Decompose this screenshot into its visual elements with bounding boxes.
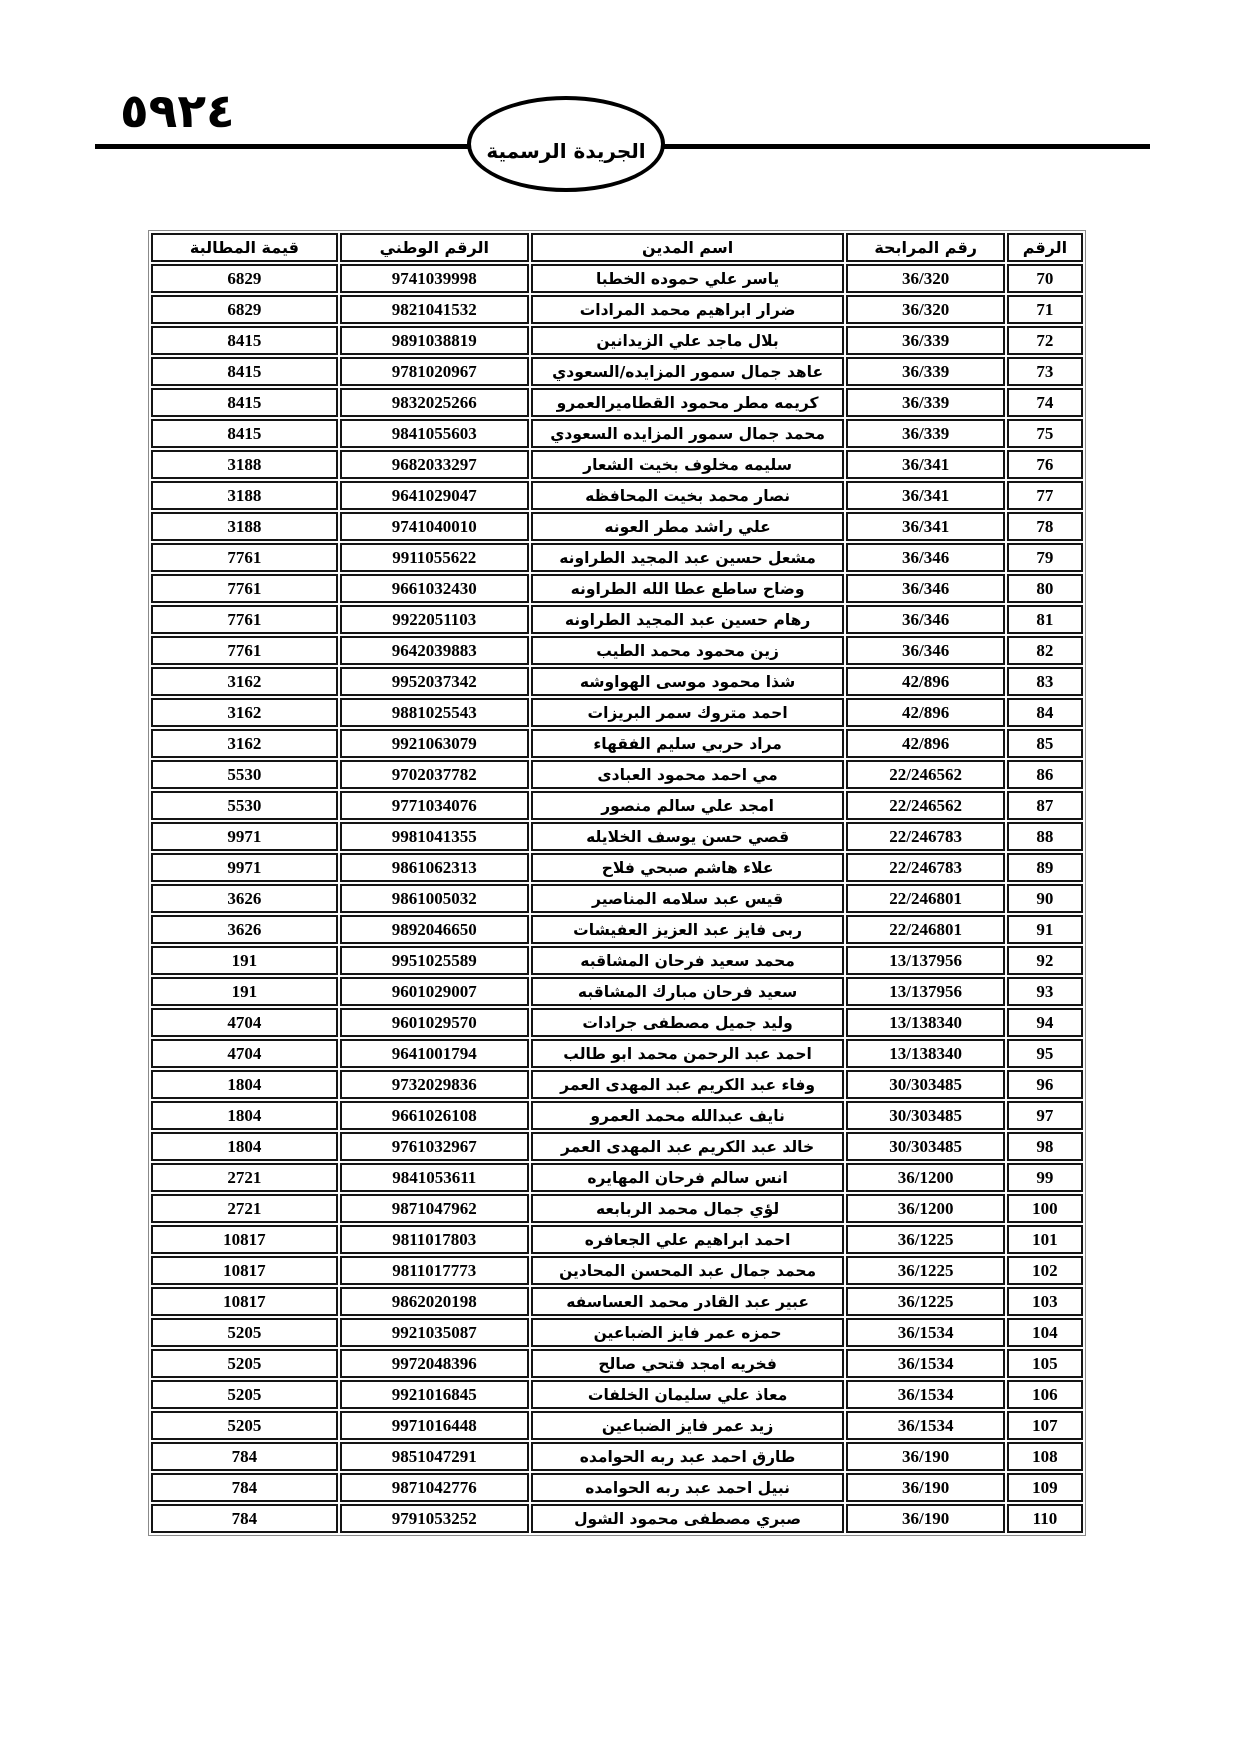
cell-debtor-name: مشعل حسين عبد المجيد الطراونه (531, 543, 845, 572)
cell-national-id: 9832025266 (340, 388, 529, 417)
cell-index: 90 (1007, 884, 1083, 913)
cell-national-id: 9702037782 (340, 760, 529, 789)
cell-national-id: 9781020967 (340, 357, 529, 386)
cell-claim-value: 5205 (151, 1411, 338, 1440)
cell-index: 99 (1007, 1163, 1083, 1192)
cell-national-id: 9921063079 (340, 729, 529, 758)
table-row (151, 388, 1083, 417)
cell-claim-value: 3162 (151, 698, 338, 727)
cell-index: 79 (1007, 543, 1083, 572)
cell-murabaha: 13/138340 (846, 1039, 1004, 1068)
cell-claim-value: 3188 (151, 450, 338, 479)
cell-murabaha: 36/190 (846, 1473, 1004, 1502)
cell-claim-value: 7761 (151, 543, 338, 572)
cell-index: 110 (1007, 1504, 1083, 1533)
cell-debtor-name: زين محمود محمد الطيب (531, 636, 845, 665)
cell-murabaha: 36/339 (846, 357, 1004, 386)
cell-claim-value: 3626 (151, 884, 338, 913)
cell-index: 83 (1007, 667, 1083, 696)
cell-national-id: 9741039998 (340, 264, 529, 293)
column-header-murabaha: رقم المرابحة (846, 233, 1004, 262)
cell-debtor-name: بلال ماجد علي الزيدانين (531, 326, 845, 355)
cell-index: 96 (1007, 1070, 1083, 1099)
column-header-index: الرقم (1007, 233, 1083, 262)
cell-debtor-name: محمد جمال عبد المحسن المحادين (531, 1256, 845, 1285)
cell-claim-value: 8415 (151, 357, 338, 386)
table-row (151, 326, 1083, 355)
cell-index: 82 (1007, 636, 1083, 665)
table-row (151, 760, 1083, 789)
cell-index: 75 (1007, 419, 1083, 448)
cell-national-id: 9892046650 (340, 915, 529, 944)
table-row (151, 1411, 1083, 1440)
gazette-masthead-oval (467, 96, 665, 192)
cell-index: 77 (1007, 481, 1083, 510)
cell-index: 72 (1007, 326, 1083, 355)
cell-national-id: 9661026108 (340, 1101, 529, 1130)
column-header-national-id: الرقم الوطني (340, 233, 529, 262)
column-header-claim: قيمة المطالبة (151, 233, 338, 262)
cell-debtor-name: زيد عمر فايز الضباعين (531, 1411, 845, 1440)
cell-murabaha: 36/190 (846, 1442, 1004, 1471)
cell-claim-value: 8415 (151, 419, 338, 448)
table-row (151, 1256, 1083, 1285)
debtors-table-container (148, 230, 1086, 1536)
cell-murabaha: 30/303485 (846, 1132, 1004, 1161)
cell-claim-value: 1804 (151, 1101, 338, 1130)
cell-debtor-name: محمد سعيد فرحان المشاقبه (531, 946, 845, 975)
cell-national-id: 9871047962 (340, 1194, 529, 1223)
page-number: ٥٩٢٤ (120, 84, 235, 139)
cell-debtor-name: نصار محمد بخيت المحافظه (531, 481, 845, 510)
cell-national-id: 9791053252 (340, 1504, 529, 1533)
cell-debtor-name: عاهد جمال سمور المزايده/السعودي (531, 357, 845, 386)
cell-murabaha: 13/137956 (846, 977, 1004, 1006)
cell-index: 93 (1007, 977, 1083, 1006)
cell-claim-value: 191 (151, 977, 338, 1006)
cell-claim-value: 784 (151, 1442, 338, 1471)
table-header-row (151, 233, 1083, 262)
cell-national-id: 9851047291 (340, 1442, 529, 1471)
cell-murabaha: 22/246562 (846, 760, 1004, 789)
cell-claim-value: 5205 (151, 1349, 338, 1378)
cell-claim-value: 5205 (151, 1380, 338, 1409)
cell-murabaha: 36/339 (846, 326, 1004, 355)
table-row (151, 698, 1083, 727)
cell-index: 104 (1007, 1318, 1083, 1347)
cell-claim-value: 3188 (151, 481, 338, 510)
cell-claim-value: 10817 (151, 1225, 338, 1254)
cell-national-id: 9921035087 (340, 1318, 529, 1347)
cell-claim-value: 5205 (151, 1318, 338, 1347)
table-row (151, 946, 1083, 975)
table-row (151, 450, 1083, 479)
table-row (151, 636, 1083, 665)
cell-national-id: 9862020198 (340, 1287, 529, 1316)
column-header-debtor: اسم المدين (531, 233, 845, 262)
cell-index: 102 (1007, 1256, 1083, 1285)
cell-claim-value: 4704 (151, 1039, 338, 1068)
gazette-title: الجريدة الرسمية (486, 139, 646, 163)
table-row (151, 1163, 1083, 1192)
table-row (151, 357, 1083, 386)
cell-national-id: 9881025543 (340, 698, 529, 727)
table-row (151, 543, 1083, 572)
cell-index: 73 (1007, 357, 1083, 386)
cell-index: 109 (1007, 1473, 1083, 1502)
cell-murabaha: 42/896 (846, 667, 1004, 696)
table-row (151, 1473, 1083, 1502)
cell-debtor-name: سليمه مخلوف بخيت الشعار (531, 450, 845, 479)
cell-index: 74 (1007, 388, 1083, 417)
cell-debtor-name: رهام حسين عبد المجيد الطراونه (531, 605, 845, 634)
cell-index: 86 (1007, 760, 1083, 789)
cell-claim-value: 191 (151, 946, 338, 975)
cell-index: 85 (1007, 729, 1083, 758)
cell-murabaha: 36/1534 (846, 1349, 1004, 1378)
cell-claim-value: 5530 (151, 791, 338, 820)
cell-claim-value: 2721 (151, 1163, 338, 1192)
cell-national-id: 9861062313 (340, 853, 529, 882)
cell-national-id: 9891038819 (340, 326, 529, 355)
masthead-rule-left (95, 144, 473, 149)
cell-index: 71 (1007, 295, 1083, 324)
cell-debtor-name: طارق احمد عبد ربه الحوامده (531, 1442, 845, 1471)
cell-national-id: 9771034076 (340, 791, 529, 820)
cell-debtor-name: انس سالم فرحان المهايره (531, 1163, 845, 1192)
cell-murabaha: 36/339 (846, 419, 1004, 448)
table-row (151, 419, 1083, 448)
table-row (151, 1504, 1083, 1533)
cell-murabaha: 36/320 (846, 264, 1004, 293)
cell-murabaha: 36/346 (846, 605, 1004, 634)
cell-index: 108 (1007, 1442, 1083, 1471)
cell-murabaha: 22/246562 (846, 791, 1004, 820)
cell-debtor-name: وليد جميل مصطفى جرادات (531, 1008, 845, 1037)
cell-murabaha: 42/896 (846, 698, 1004, 727)
cell-debtor-name: صبري مصطفى محمود الشول (531, 1504, 845, 1533)
cell-index: 78 (1007, 512, 1083, 541)
cell-murabaha: 22/246801 (846, 915, 1004, 944)
cell-national-id: 9971016448 (340, 1411, 529, 1440)
table-row (151, 605, 1083, 634)
table-row (151, 1318, 1083, 1347)
cell-claim-value: 4704 (151, 1008, 338, 1037)
masthead-rule-right (662, 144, 1150, 149)
cell-murabaha: 36/1225 (846, 1287, 1004, 1316)
cell-debtor-name: حمزه عمر فايز الضباعين (531, 1318, 845, 1347)
cell-murabaha: 36/346 (846, 543, 1004, 572)
cell-murabaha: 36/346 (846, 636, 1004, 665)
cell-index: 98 (1007, 1132, 1083, 1161)
cell-debtor-name: مراد حربي سليم الفقهاء (531, 729, 845, 758)
cell-index: 100 (1007, 1194, 1083, 1223)
cell-index: 97 (1007, 1101, 1083, 1130)
cell-claim-value: 9971 (151, 822, 338, 851)
cell-national-id: 9732029836 (340, 1070, 529, 1099)
cell-debtor-name: احمد ابراهيم علي الجعافره (531, 1225, 845, 1254)
cell-national-id: 9911055622 (340, 543, 529, 572)
table-row (151, 729, 1083, 758)
cell-claim-value: 1804 (151, 1070, 338, 1099)
cell-index: 101 (1007, 1225, 1083, 1254)
table-row (151, 915, 1083, 944)
cell-index: 87 (1007, 791, 1083, 820)
cell-national-id: 9641029047 (340, 481, 529, 510)
cell-murabaha: 36/1534 (846, 1411, 1004, 1440)
table-row (151, 1380, 1083, 1409)
cell-debtor-name: شذا محمود موسى الهواوشه (531, 667, 845, 696)
cell-claim-value: 10817 (151, 1287, 338, 1316)
cell-index: 103 (1007, 1287, 1083, 1316)
cell-national-id: 9601029007 (340, 977, 529, 1006)
cell-index: 89 (1007, 853, 1083, 882)
table-row (151, 1070, 1083, 1099)
cell-murabaha: 13/137956 (846, 946, 1004, 975)
table-row (151, 1225, 1083, 1254)
cell-murabaha: 36/1534 (846, 1380, 1004, 1409)
cell-national-id: 9841053611 (340, 1163, 529, 1192)
table-row (151, 1349, 1083, 1378)
cell-national-id: 9682033297 (340, 450, 529, 479)
cell-debtor-name: فخريه امجد فتحي صالح (531, 1349, 845, 1378)
debtors-table (148, 230, 1086, 1536)
cell-index: 92 (1007, 946, 1083, 975)
cell-debtor-name: ربى فايز عبد العزيز العفيشات (531, 915, 845, 944)
cell-claim-value: 1804 (151, 1132, 338, 1161)
cell-national-id: 9952037342 (340, 667, 529, 696)
table-row (151, 481, 1083, 510)
cell-murabaha: 30/303485 (846, 1070, 1004, 1099)
table-row (151, 791, 1083, 820)
cell-national-id: 9642039883 (340, 636, 529, 665)
cell-debtor-name: احمد عبد الرحمن محمد ابو طالب (531, 1039, 845, 1068)
table-row (151, 884, 1083, 913)
table-row (151, 667, 1083, 696)
table-row (151, 1442, 1083, 1471)
cell-claim-value: 10817 (151, 1256, 338, 1285)
table-row (151, 977, 1083, 1006)
cell-claim-value: 8415 (151, 326, 338, 355)
cell-debtor-name: سعيد فرحان مبارك المشاقبه (531, 977, 845, 1006)
cell-claim-value: 5530 (151, 760, 338, 789)
cell-claim-value: 3162 (151, 667, 338, 696)
cell-murabaha: 36/1200 (846, 1163, 1004, 1192)
table-row (151, 1194, 1083, 1223)
cell-index: 94 (1007, 1008, 1083, 1037)
cell-murabaha: 36/341 (846, 481, 1004, 510)
cell-murabaha: 36/190 (846, 1504, 1004, 1533)
cell-claim-value: 7761 (151, 605, 338, 634)
cell-claim-value: 3188 (151, 512, 338, 541)
cell-index: 91 (1007, 915, 1083, 944)
cell-debtor-name: وفاء عبد الكريم عبد المهدى العمر (531, 1070, 845, 1099)
cell-index: 76 (1007, 450, 1083, 479)
cell-debtor-name: قصي حسن يوسف الخلايله (531, 822, 845, 851)
cell-claim-value: 784 (151, 1473, 338, 1502)
cell-murabaha: 36/1200 (846, 1194, 1004, 1223)
cell-debtor-name: نبيل احمد عبد ربه الحوامده (531, 1473, 845, 1502)
cell-debtor-name: خالد عبد الكريم عبد المهدى العمر (531, 1132, 845, 1161)
cell-national-id: 9921016845 (340, 1380, 529, 1409)
table-row (151, 1039, 1083, 1068)
cell-national-id: 9641001794 (340, 1039, 529, 1068)
cell-claim-value: 9971 (151, 853, 338, 882)
cell-national-id: 9951025589 (340, 946, 529, 975)
cell-murabaha: 42/896 (846, 729, 1004, 758)
table-row (151, 822, 1083, 851)
cell-murabaha: 36/346 (846, 574, 1004, 603)
cell-claim-value: 3162 (151, 729, 338, 758)
cell-claim-value: 7761 (151, 574, 338, 603)
cell-national-id: 9861005032 (340, 884, 529, 913)
cell-national-id: 9871042776 (340, 1473, 529, 1502)
cell-debtor-name: امجد علي سالم منصور (531, 791, 845, 820)
cell-national-id: 9811017773 (340, 1256, 529, 1285)
cell-murabaha: 30/303485 (846, 1101, 1004, 1130)
cell-national-id: 9741040010 (340, 512, 529, 541)
cell-national-id: 9811017803 (340, 1225, 529, 1254)
cell-national-id: 9841055603 (340, 419, 529, 448)
cell-claim-value: 2721 (151, 1194, 338, 1223)
cell-claim-value: 784 (151, 1504, 338, 1533)
table-row (151, 512, 1083, 541)
cell-debtor-name: علاء هاشم صبحي فلاح (531, 853, 845, 882)
table-row (151, 1287, 1083, 1316)
cell-debtor-name: احمد متروك سمر البريزات (531, 698, 845, 727)
cell-murabaha: 36/339 (846, 388, 1004, 417)
cell-murabaha: 22/246783 (846, 822, 1004, 851)
cell-index: 88 (1007, 822, 1083, 851)
cell-index: 84 (1007, 698, 1083, 727)
cell-murabaha: 36/341 (846, 512, 1004, 541)
cell-index: 81 (1007, 605, 1083, 634)
table-row (151, 1008, 1083, 1037)
cell-debtor-name: قيس عبد سلامه المناصير (531, 884, 845, 913)
table-row (151, 264, 1083, 293)
cell-debtor-name: وضاح ساطع عطا الله الطراونه (531, 574, 845, 603)
cell-index: 107 (1007, 1411, 1083, 1440)
cell-debtor-name: محمد جمال سمور المزايده السعودي (531, 419, 845, 448)
cell-murabaha: 36/320 (846, 295, 1004, 324)
cell-index: 105 (1007, 1349, 1083, 1378)
table-row (151, 295, 1083, 324)
cell-claim-value: 3626 (151, 915, 338, 944)
cell-national-id: 9981041355 (340, 822, 529, 851)
cell-murabaha: 22/246801 (846, 884, 1004, 913)
cell-index: 95 (1007, 1039, 1083, 1068)
cell-murabaha: 36/341 (846, 450, 1004, 479)
cell-debtor-name: مي احمد محمود العبادى (531, 760, 845, 789)
cell-claim-value: 6829 (151, 264, 338, 293)
table-row (151, 1101, 1083, 1130)
cell-debtor-name: كريمه مطر محمود القطاميرالعمرو (531, 388, 845, 417)
cell-index: 70 (1007, 264, 1083, 293)
cell-national-id: 9761032967 (340, 1132, 529, 1161)
cell-index: 106 (1007, 1380, 1083, 1409)
cell-murabaha: 22/246783 (846, 853, 1004, 882)
cell-murabaha: 13/138340 (846, 1008, 1004, 1037)
cell-debtor-name: ياسر علي حموده الخطبا (531, 264, 845, 293)
cell-debtor-name: معاذ علي سليمان الخلفات (531, 1380, 845, 1409)
cell-claim-value: 8415 (151, 388, 338, 417)
cell-national-id: 9661032430 (340, 574, 529, 603)
cell-national-id: 9972048396 (340, 1349, 529, 1378)
cell-murabaha: 36/1534 (846, 1318, 1004, 1347)
cell-debtor-name: ضرار ابراهيم محمد المرادات (531, 295, 845, 324)
table-row (151, 1132, 1083, 1161)
cell-debtor-name: عبير عبد القادر محمد العساسفه (531, 1287, 845, 1316)
cell-murabaha: 36/1225 (846, 1256, 1004, 1285)
table-row (151, 853, 1083, 882)
cell-index: 80 (1007, 574, 1083, 603)
cell-national-id: 9922051103 (340, 605, 529, 634)
cell-national-id: 9601029570 (340, 1008, 529, 1037)
cell-debtor-name: علي راشد مطر العونه (531, 512, 845, 541)
cell-claim-value: 7761 (151, 636, 338, 665)
cell-claim-value: 6829 (151, 295, 338, 324)
cell-national-id: 9821041532 (340, 295, 529, 324)
cell-murabaha: 36/1225 (846, 1225, 1004, 1254)
table-row (151, 574, 1083, 603)
cell-debtor-name: لؤي جمال محمد الربابعه (531, 1194, 845, 1223)
cell-debtor-name: نايف عبدالله محمد العمرو (531, 1101, 845, 1130)
